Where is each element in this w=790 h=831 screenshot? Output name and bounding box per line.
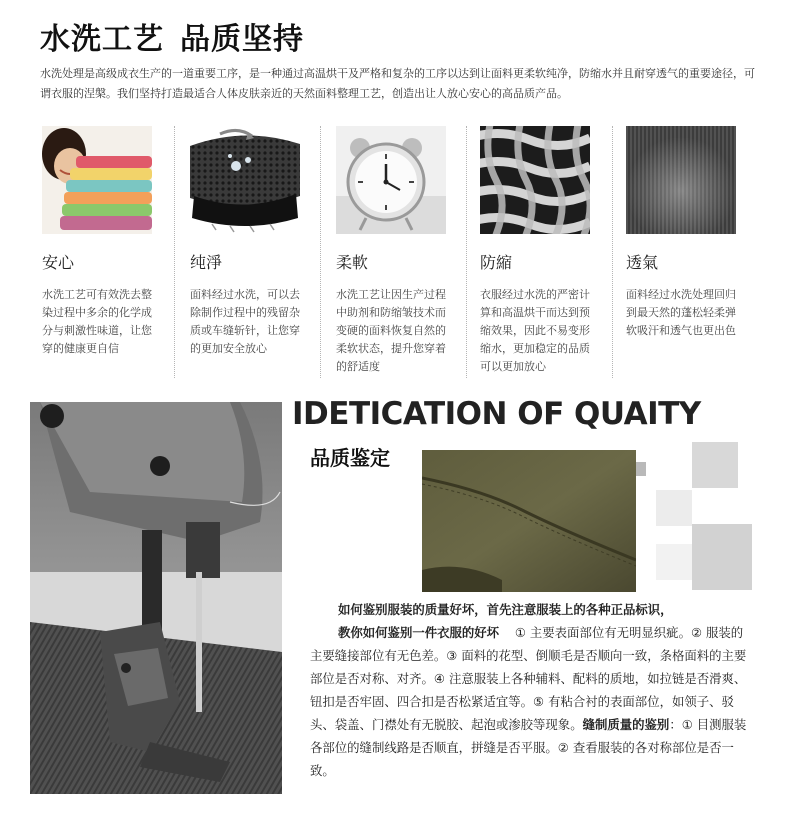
feature-column-3 xyxy=(336,126,454,376)
sewing-machine-photo xyxy=(30,402,282,794)
knit-texture-photo xyxy=(626,126,736,234)
decor-square xyxy=(656,544,692,580)
feature-title: 纯淨 xyxy=(190,253,223,272)
decor-square xyxy=(656,490,692,526)
feature-column-2 xyxy=(190,126,308,358)
feature-title: 安心 xyxy=(42,253,75,272)
decor-square xyxy=(636,462,646,476)
feature-column-5 xyxy=(626,126,744,340)
decor-square xyxy=(692,524,752,590)
quality-lead-line1: 如何鉴别服装的质量好坏，首先注意服装上的各种正品标识， xyxy=(338,602,673,617)
feature-column-1 xyxy=(42,126,160,358)
weave-macro-photo xyxy=(480,126,590,234)
feature-column-4 xyxy=(480,126,598,376)
feature-text: 水洗工艺让因生产过程中助剂和防缩皱技术而变硬的面料恢复自然的柔软状态，提升您穿着的舒适度 xyxy=(336,288,446,373)
quality-lead-line2: 教你如何鉴别一件衣服的好坏 xyxy=(338,625,500,640)
divider xyxy=(466,126,467,378)
quality-body-2: ：① 目测服装各部位的缝制线路是否顺直，拼缝是否平服。② 查看服装的各对称部位是否一致。 xyxy=(310,717,747,778)
divider xyxy=(612,126,613,378)
divider xyxy=(174,126,175,378)
fabric-seam-photo xyxy=(422,450,636,592)
feature-text: 水洗工艺可有效洗去整染过程中多余的化学成分与刺激性味道，让您穿的健康更自信 xyxy=(42,288,152,355)
feature-text: 面料经过水洗处理回归到最天然的蓬松轻柔弹软吸汗和透气也更出色 xyxy=(626,288,736,337)
feature-title: 透氣 xyxy=(626,253,659,272)
feature-text: 衣服经过水洗的严密计算和高温烘干而达到预缩效果，因此不易变形缩水，更加稳定的品质可以更加放心 xyxy=(480,288,590,373)
quality-paragraph xyxy=(310,598,750,782)
quality-heading-cn: 品质鉴定 xyxy=(310,446,390,470)
fabric-water-photo xyxy=(190,126,300,234)
divider xyxy=(320,126,321,378)
quality-label-2: 缝制质量的鉴别 xyxy=(582,717,670,732)
decor-square xyxy=(692,442,738,488)
feature-text: 面料经过水洗，可以去除制作过程中的残留杂质或车缝斩针，让您穿的更加安全放心 xyxy=(190,288,300,355)
alarm-clock-photo xyxy=(336,126,446,234)
page-title: 水洗工艺 品质坚持 xyxy=(40,22,304,57)
intro-paragraph: 水洗处理是高级成衣生产的一道重要工序，是一种通过高温烘干及严格和复杂的工序以达到让面料更柔软纯净，防缩水并且耐穿透气的重要途径，可谓衣服的涅槃。我们坚持打造最适合人体皮肤亲近的天然面料整理工艺，创造出让人放心安心的高品质产品。 xyxy=(40,67,755,100)
feature-title: 防縮 xyxy=(480,253,513,272)
feature-title: 柔軟 xyxy=(336,253,369,272)
quality-body-1: ① 主要表面部位有无明显织疵。② 服装的主要缝接部位有无色差。③ 面料的花型、倒顺毛是否顺向一致，条格面料的主要部位是否对称、对齐。④ 注意服装上各种辅料、配料的质地，如拉链是否滑爽、钮扣是否牢固、四合扣是否松紧适宜等。⑤ 有粘合衬的表面部位，如领子、驳头、袋盖、门襟处有无脱胶、起泡或渗胶等现象。 xyxy=(310,625,747,732)
folded-clothes-photo xyxy=(42,126,152,234)
quality-heading-en: IDETICATION OF QUAITY xyxy=(292,396,701,432)
